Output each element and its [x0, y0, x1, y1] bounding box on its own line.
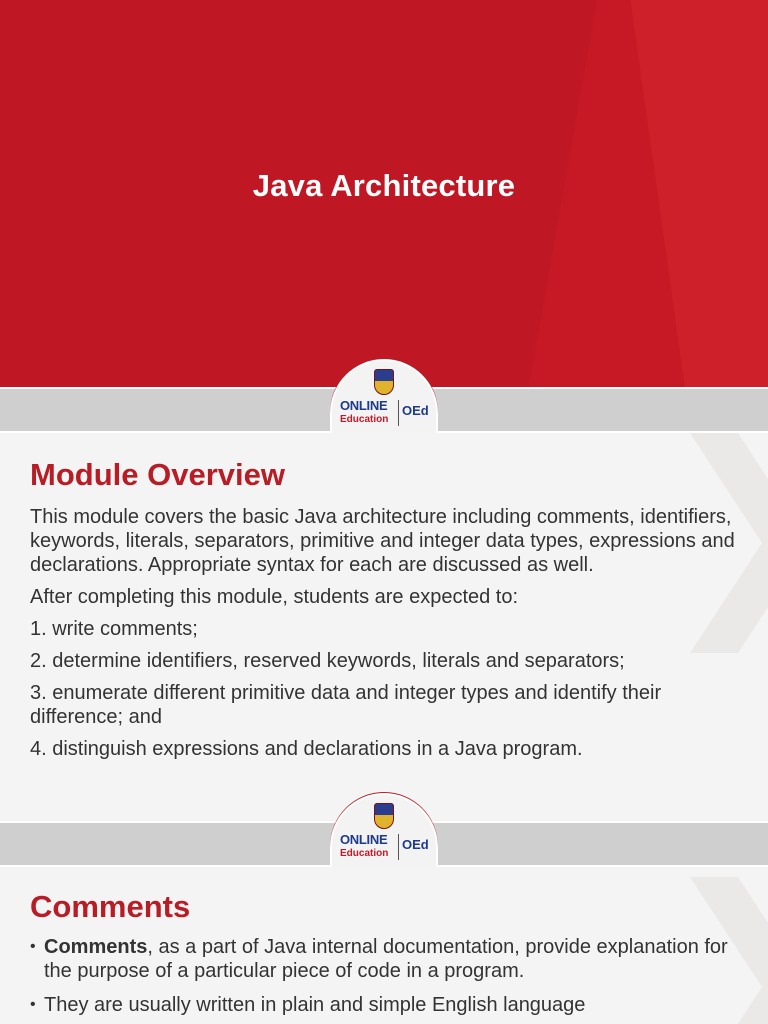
- slide-title: Java Architecture: [252, 168, 516, 203]
- logo-oed-text: OEd: [402, 403, 429, 418]
- logo-divider: [398, 834, 399, 860]
- title-slide: [0, 0, 768, 388]
- crest-icon: [374, 369, 394, 395]
- logo-education-text: Education: [340, 848, 389, 859]
- module-intro: This module covers the basic Java architecture including comments, identifiers, keywords, literals, separators, primitive and integer data types, expressions and declarations. Appropriate syntax for each are discussed as well.: [30, 506, 735, 576]
- logo-band: [0, 821, 768, 867]
- logo-online-text: ONLINE: [340, 832, 388, 847]
- objectives-lead: After completing this module, students are expected to:: [30, 586, 519, 608]
- comments-heading: Comments: [30, 889, 191, 924]
- objective-item: 3. enumerate different primitive data and integer types and identify their difference; and: [30, 682, 662, 728]
- definition: They are usually written in plain and simple English language: [44, 994, 586, 1016]
- list-item: [30, 993, 745, 1017]
- definition: , as a part of Java internal documentation, provide explanation for the purpose of a particular piece of code in a program.: [44, 936, 728, 982]
- objective-item: 2. determine identifiers, reserved keywords, literals and separators;: [30, 650, 625, 672]
- logo-band: [0, 387, 768, 433]
- list-item: [30, 935, 745, 983]
- comments-bullets: [30, 935, 745, 1024]
- logo-divider: [398, 400, 399, 426]
- module-overview-heading: Module Overview: [30, 457, 285, 492]
- logo-oed-text: OEd: [402, 837, 429, 852]
- crest-icon: [374, 803, 394, 829]
- comments-slide: [0, 867, 768, 1024]
- objective-item: 4. distinguish expressions and declarations in a Java program.: [30, 738, 583, 760]
- module-overview-slide: [0, 433, 768, 821]
- term: Comments: [44, 936, 148, 958]
- objective-item: 1. write comments;: [30, 618, 198, 640]
- module-overview-body: [30, 505, 745, 769]
- logo-education-text: Education: [340, 414, 389, 425]
- logo-online-text: ONLINE: [340, 398, 388, 413]
